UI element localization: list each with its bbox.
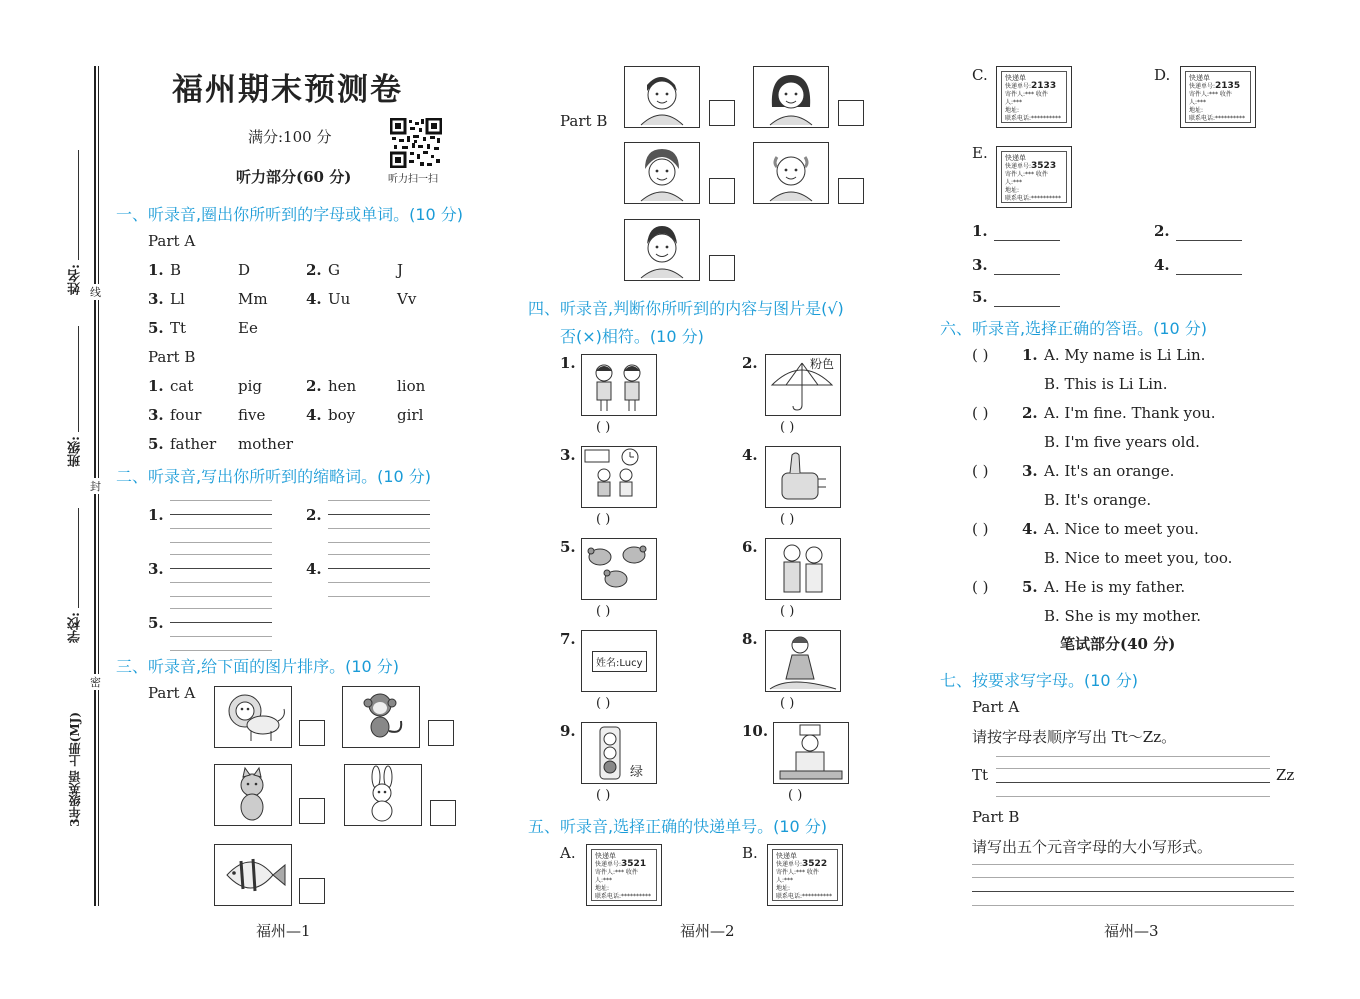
s4-answer-9[interactable]: ( ): [596, 788, 611, 803]
s4-pic-8-girl-dress: [765, 630, 841, 692]
s2-answer-line[interactable]: [170, 622, 272, 623]
waybill-number-row: [1005, 82, 1063, 91]
s2-guide-line: [328, 596, 430, 597]
cat-picture: [214, 764, 292, 826]
s5-waybill[interactable]: [1180, 66, 1256, 128]
waybill-number: 2133: [1031, 81, 1057, 91]
s4-item-number: 4.: [742, 446, 758, 464]
s6-option-b: B. She is my mother.: [1044, 607, 1201, 625]
s7-guide-line-3: [996, 796, 1270, 797]
traffic-light-text: 绿: [630, 765, 644, 780]
s7-b-guide-3: [972, 905, 1294, 906]
grandpa-face-picture: [753, 142, 829, 204]
s1-option[interactable]: Ll: [170, 290, 185, 308]
s1-option[interactable]: mother: [238, 435, 293, 453]
s1-option[interactable]: pig: [238, 377, 263, 395]
s4-item-number: 3.: [560, 446, 576, 464]
s1-option[interactable]: cat: [170, 377, 194, 395]
s7-part-a: Part A: [972, 698, 1020, 716]
waybill-title: 快递单: [1189, 74, 1210, 82]
s7-guide-line-2: [996, 768, 1270, 769]
s7-start-letters: Tt: [972, 766, 989, 784]
s6-option-b: B. I'm five years old.: [1044, 433, 1200, 451]
s2-guide-line: [170, 596, 272, 597]
s3-part-a: Part A: [148, 684, 196, 702]
s5-waybill-inner: [1185, 71, 1251, 123]
boy-face-picture: [624, 66, 700, 128]
s5-answer-number: 4.: [1154, 256, 1170, 274]
class-label: 班级:: [68, 436, 83, 467]
s5-waybill[interactable]: [996, 66, 1072, 128]
waybill-title: 快递单: [1005, 154, 1026, 162]
s6-item-number: 4.: [1022, 520, 1038, 538]
s5-option-label: A.: [560, 844, 576, 862]
waybill-sender: 寄件人:*** 收件人:***: [595, 869, 638, 884]
waybill-phone: 联系电话:**********: [1005, 195, 1062, 202]
s7-vowel-write-line[interactable]: [972, 891, 1294, 892]
s1-part-b: Part B: [148, 348, 196, 366]
s4-item-number: 5.: [560, 538, 576, 556]
section-5-title: 五、听录音,选择正确的快递单号。(10 分): [528, 817, 828, 836]
s4-pic-1-two-girls: [581, 354, 657, 416]
waybill-number: 3522: [802, 859, 828, 869]
s2-answer-line[interactable]: [328, 568, 430, 569]
s2-answer-line[interactable]: [170, 568, 272, 569]
waybill-sender: 寄件人:*** 收件人:***: [1005, 171, 1048, 186]
score-text: 满分:100 分: [248, 128, 332, 146]
s4-answer-10[interactable]: ( ): [788, 788, 803, 803]
writing-heading: 笔试部分(40 分): [1060, 635, 1176, 653]
s5-answer-line[interactable]: [1176, 274, 1242, 275]
waybill-title: 快递单: [595, 852, 616, 860]
s4-item-number: 7.: [560, 630, 576, 648]
s5-answer-line[interactable]: [1176, 240, 1242, 241]
xian-mark: 线: [90, 286, 101, 299]
s6-item-number: 1.: [1022, 346, 1038, 364]
s2-item-number: 1.: [148, 506, 164, 524]
qr-caption: 听力扫一扫: [388, 174, 438, 185]
s4-pic-6-grandparents: [765, 538, 841, 600]
waybill-number-row: [776, 860, 834, 869]
waybill-address: 地址:: [1189, 107, 1204, 114]
fish-picture: [214, 844, 292, 906]
waybill-number-label: 快递单号:: [1005, 83, 1032, 90]
feng-mark: 封: [90, 480, 101, 493]
waybill-address: 地址:: [595, 885, 610, 892]
s7-instruction-a: 请按字母表顺序写出 Tt～Zz。: [972, 728, 1177, 746]
order-box-face-2[interactable]: [838, 100, 864, 126]
s4-item-number: 8.: [742, 630, 758, 648]
s5-waybill[interactable]: [996, 146, 1072, 208]
s2-guide-line: [328, 582, 430, 583]
s5-waybill[interactable]: [767, 844, 843, 906]
s6-answer-paren[interactable]: ( ): [972, 404, 989, 422]
s1-item-number: 1.: [148, 377, 164, 395]
s4-pic-2-umbrella: [765, 354, 841, 416]
s5-answer-line[interactable]: [994, 240, 1060, 241]
s5-waybill-inner: [591, 849, 657, 901]
s1-option[interactable]: Ee: [238, 319, 258, 337]
s1-item-number: 2.: [306, 377, 322, 395]
s1-option[interactable]: Mm: [238, 290, 268, 308]
s1-option[interactable]: hen: [328, 377, 357, 395]
lion-picture: [214, 686, 292, 748]
s5-waybill-inner: [1001, 71, 1067, 123]
s5-answer-number: 3.: [972, 256, 988, 274]
school-label: 学校:: [68, 612, 83, 643]
s5-answer-line[interactable]: [994, 274, 1060, 275]
waybill-phone: 联系电话:**********: [776, 893, 833, 900]
order-box-rabbit[interactable]: [430, 800, 456, 826]
s2-item-number: 2.: [306, 506, 322, 524]
s1-item-number: 4.: [306, 406, 322, 424]
s1-option[interactable]: father: [170, 435, 217, 453]
s7-alphabet-write-line[interactable]: [996, 782, 1270, 783]
name-label: 姓名:: [68, 264, 83, 295]
s4-answer-3[interactable]: ( ): [596, 512, 611, 527]
s4-pic-7-name-card: [581, 630, 657, 692]
s1-option[interactable]: Uu: [328, 290, 351, 308]
s4-answer-4[interactable]: ( ): [780, 512, 795, 527]
s4-answer-2[interactable]: ( ): [780, 420, 795, 435]
s2-answer-line[interactable]: [328, 514, 430, 515]
footer-page-1: 福州—1: [256, 922, 311, 940]
s1-item-number: 1.: [148, 261, 164, 279]
section-1-title: 一、听录音,圈出你所听到的字母或单词。(10 分): [116, 205, 464, 224]
s6-answer-paren[interactable]: ( ): [972, 346, 989, 364]
s6-item-number: 3.: [1022, 462, 1038, 480]
order-box-face-4[interactable]: [838, 178, 864, 204]
s7-end-letters: Zz: [1276, 766, 1295, 784]
s4-answer-8[interactable]: ( ): [780, 696, 795, 711]
waybill-number-label: 快递单号:: [595, 861, 622, 868]
waybill-number-label: 快递单号:: [1005, 163, 1032, 170]
order-box-face-5[interactable]: [709, 255, 735, 281]
page-title: 福州期末预测卷: [172, 72, 403, 108]
s3-part-b: Part B: [560, 112, 608, 130]
s5-waybill-inner: [1001, 151, 1067, 203]
section-3-title: 三、听录音,给下面的图片排序。(10 分): [116, 657, 400, 676]
s4-answer-1[interactable]: ( ): [596, 420, 611, 435]
s7-part-b: Part B: [972, 808, 1020, 826]
listening-heading: 听力部分(60 分): [236, 168, 352, 186]
waybill-number-row: [1005, 162, 1063, 171]
s6-answer-paren[interactable]: ( ): [972, 578, 989, 596]
s4-pic-9-traffic-light: [581, 722, 657, 784]
s6-option-a: A. My name is Li Lin.: [1044, 346, 1206, 364]
s1-option[interactable]: B: [170, 261, 182, 279]
s1-part-a: Part A: [148, 232, 196, 250]
s1-item-number: 3.: [148, 406, 164, 424]
s7-instruction-b: 请写出五个元音字母的大小写形式。: [972, 838, 1213, 856]
umbrella-color-text: 粉色: [810, 357, 835, 371]
waybill-number-row: [595, 860, 653, 869]
footer-page-2: 福州—2: [680, 922, 735, 940]
section-7-title: 七、按要求写字母。(10 分): [940, 671, 1138, 690]
s2-item-number: 4.: [306, 560, 322, 578]
s4-answer-5[interactable]: ( ): [596, 604, 611, 619]
s6-answer-paren[interactable]: ( ): [972, 462, 989, 480]
s2-item-number: 3.: [148, 560, 164, 578]
s6-item-number: 2.: [1022, 404, 1038, 422]
school-field[interactable]: [78, 508, 79, 608]
waybill-address: 地址:: [1005, 187, 1020, 194]
s4-item-number: 9.: [560, 722, 576, 740]
s2-guide-line: [170, 528, 272, 529]
section-4-title-line1: 四、听录音,判断你所听到的内容与图片是(√): [528, 299, 844, 318]
waybill-sender: 寄件人:*** 收件人:***: [1189, 91, 1232, 106]
s5-option-label: C.: [972, 66, 988, 84]
s1-item-number: 5.: [148, 435, 164, 453]
s2-guide-line: [170, 636, 272, 637]
s2-guide-line: [170, 650, 272, 651]
s5-answer-number: 5.: [972, 288, 988, 306]
s5-waybill[interactable]: [586, 844, 662, 906]
s1-option[interactable]: girl: [397, 406, 424, 424]
s4-pic-4-thumbs-up: [765, 446, 841, 508]
footer-page-3: 福州—3: [1104, 922, 1159, 940]
boy2-face-picture: [624, 219, 700, 281]
s5-answer-number: 1.: [972, 222, 988, 240]
order-box-face-3[interactable]: [709, 178, 735, 204]
s1-item-number: 5.: [148, 319, 164, 337]
s6-option-b: B. This is Li Lin.: [1044, 375, 1168, 393]
waybill-title: 快递单: [776, 852, 797, 860]
waybill-phone: 联系电话:**********: [1189, 115, 1246, 122]
s1-option[interactable]: Tt: [170, 319, 187, 337]
name-card-text: 姓名:Lucy: [592, 651, 647, 672]
waybill-phone: 联系电话:**********: [1005, 115, 1062, 122]
s7-b-guide-2: [972, 877, 1294, 878]
waybill-number-label: 快递单号:: [776, 861, 803, 868]
s1-item-number: 3.: [148, 290, 164, 308]
mi-mark: 密: [90, 676, 101, 689]
order-box-face-1[interactable]: [709, 100, 735, 126]
grandma-face-picture: [624, 142, 700, 204]
s5-answer-number: 2.: [1154, 222, 1170, 240]
s4-item-number: 1.: [560, 354, 576, 372]
waybill-sender: 寄件人:*** 收件人:***: [1005, 91, 1048, 106]
s2-answer-line[interactable]: [170, 514, 272, 515]
waybill-phone: 联系电话:**********: [595, 893, 652, 900]
section-2-title: 二、听录音,写出你所听到的缩略词。(10 分): [116, 467, 432, 486]
waybill-number-row: [1189, 82, 1247, 91]
s1-item-number: 4.: [306, 290, 322, 308]
waybill-number-label: 快递单号:: [1189, 83, 1216, 90]
s4-answer-7[interactable]: ( ): [596, 696, 611, 711]
s5-option-label: E.: [972, 144, 988, 162]
s1-option[interactable]: J: [397, 261, 404, 279]
rabbit-picture: [344, 764, 422, 826]
s5-option-label: B.: [742, 844, 758, 862]
order-box-lion[interactable]: [299, 720, 325, 746]
s6-option-a: A. I'm fine. Thank you.: [1044, 404, 1216, 422]
s5-answer-line[interactable]: [994, 306, 1060, 307]
s1-option[interactable]: lion: [397, 377, 426, 395]
class-field[interactable]: [78, 326, 79, 432]
s5-option-label: D.: [1154, 66, 1171, 84]
waybill-sender: 寄件人:*** 收件人:***: [776, 869, 819, 884]
s7-b-guide-1: [972, 864, 1294, 865]
s7-guide-line-1: [996, 756, 1270, 757]
waybill-title: 快递单: [1005, 74, 1026, 82]
s4-item-number: 10.: [742, 722, 769, 740]
s1-option[interactable]: G: [328, 261, 340, 279]
s1-option[interactable]: D: [238, 261, 251, 279]
s2-guide-line: [170, 582, 272, 583]
s6-option-b: B. It's orange.: [1044, 491, 1152, 509]
s2-guide-line: [328, 542, 430, 543]
s4-pic-10-cook: [773, 722, 849, 784]
s2-guide-line: [328, 528, 430, 529]
s2-guide-line: [328, 500, 430, 501]
monkey-picture: [342, 686, 420, 748]
s1-option[interactable]: Vv: [397, 290, 417, 308]
s4-item-number: 2.: [742, 354, 758, 372]
s4-answer-6[interactable]: ( ): [780, 604, 795, 619]
grade-label: 3年级英语 上册(MJ): [68, 712, 82, 827]
s6-option-a: A. It's an orange.: [1044, 462, 1175, 480]
order-box-cat[interactable]: [299, 798, 325, 824]
s2-guide-line: [170, 608, 272, 609]
s1-option[interactable]: five: [238, 406, 266, 424]
s4-pic-5-hens: [581, 538, 657, 600]
waybill-number: 2135: [1215, 81, 1241, 91]
s6-answer-paren[interactable]: ( ): [972, 520, 989, 538]
s1-item-number: 2.: [306, 261, 322, 279]
s4-item-number: 6.: [742, 538, 758, 556]
name-field[interactable]: [78, 150, 79, 260]
order-box-monkey[interactable]: [428, 720, 454, 746]
waybill-number: 3523: [1031, 161, 1057, 171]
s2-guide-line: [328, 554, 430, 555]
waybill-address: 地址:: [776, 885, 791, 892]
order-box-fish[interactable]: [299, 878, 325, 904]
s6-item-number: 5.: [1022, 578, 1038, 596]
waybill-address: 地址:: [1005, 107, 1020, 114]
woman-face-picture: [753, 66, 829, 128]
s6-option-b: B. Nice to meet you, too.: [1044, 549, 1233, 567]
s4-pic-3-classroom: [581, 446, 657, 508]
section-6-title: 六、听录音,选择正确的答语。(10 分): [940, 319, 1208, 338]
s1-option[interactable]: four: [170, 406, 202, 424]
section-4-title-line2: 否(×)相符。(10 分): [560, 327, 704, 346]
s6-option-a: A. Nice to meet you.: [1044, 520, 1199, 538]
s1-option[interactable]: boy: [328, 406, 356, 424]
s2-guide-line: [170, 542, 272, 543]
s2-guide-line: [170, 554, 272, 555]
qr-code[interactable]: [390, 118, 442, 168]
s6-option-a: A. He is my father.: [1044, 578, 1186, 596]
s2-guide-line: [170, 500, 272, 501]
s5-waybill-inner: [772, 849, 838, 901]
s2-item-number: 5.: [148, 614, 164, 632]
waybill-number: 3521: [621, 859, 647, 869]
